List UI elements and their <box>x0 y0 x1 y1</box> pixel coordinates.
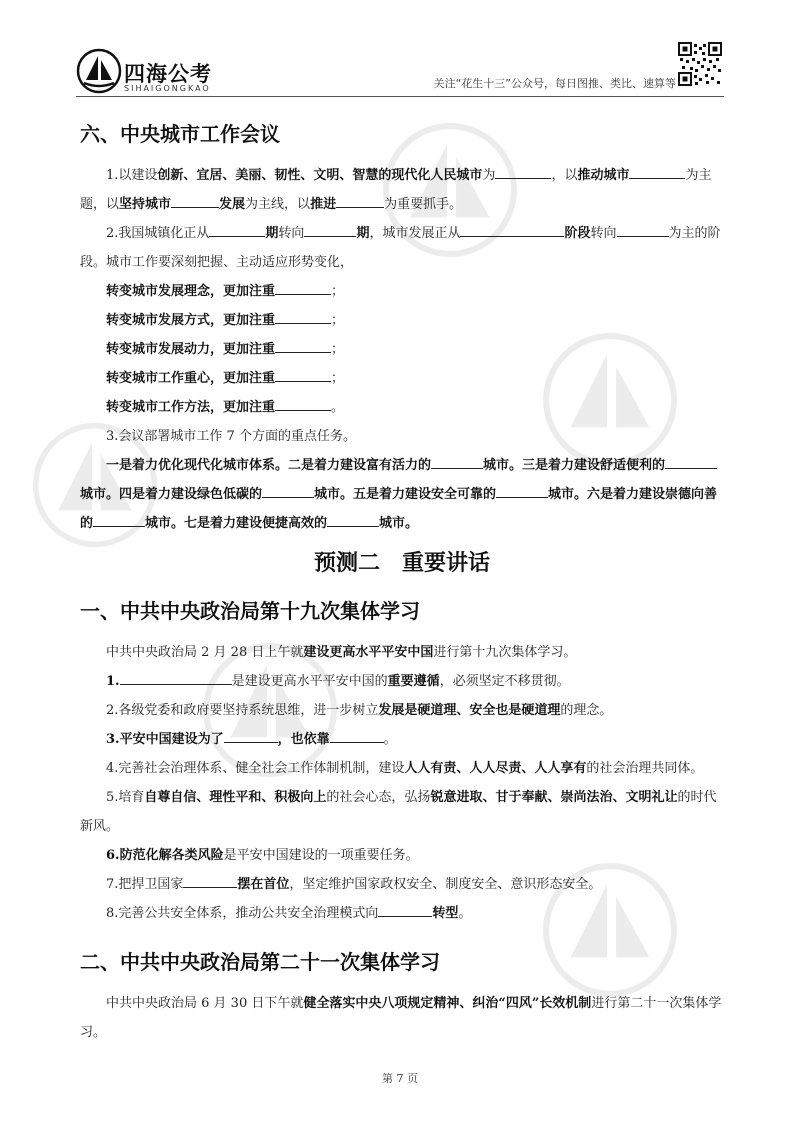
fill-blank[interactable] <box>224 726 278 743</box>
fill-blank[interactable] <box>336 191 384 208</box>
list-item: 2.各级党委和政府要坚持系统思维，进一步树立发展是硬道理、安全也是硬道理的理念。 <box>106 703 613 718</box>
fill-blank[interactable] <box>378 900 432 917</box>
fill-blank[interactable] <box>496 481 548 498</box>
header-tagline: 关注“花生十三”公众号，每日图推、类比、速算等 <box>433 77 676 90</box>
fill-blank[interactable] <box>275 307 331 324</box>
list-item: 转变城市工作重心，更加注重 ； <box>80 364 724 393</box>
brand-name: 四海公考 <box>124 62 212 86</box>
page-number: 第 7 页 <box>382 1072 418 1085</box>
fill-blank[interactable] <box>431 452 483 469</box>
fill-blank[interactable] <box>629 162 685 179</box>
fill-blank[interactable] <box>171 191 219 208</box>
sailboat-logo-icon <box>76 48 122 94</box>
fill-blank[interactable] <box>327 510 379 527</box>
section-title: 一、中共中央政治局第十九次集体学习 <box>80 599 420 623</box>
fill-blank[interactable] <box>665 452 717 469</box>
section-title: 二、中共中央政治局第二十一次集体学习 <box>80 950 440 974</box>
fill-blank[interactable] <box>275 394 331 411</box>
list-item: 8.完善公共安全体系，推动公共安全治理模式向 转型。 <box>80 899 724 928</box>
fill-blank[interactable] <box>209 220 265 237</box>
document-body <box>80 100 724 1047</box>
fill-blank[interactable] <box>93 510 145 527</box>
fill-blank[interactable] <box>275 365 331 382</box>
fill-blank[interactable] <box>330 726 384 743</box>
list-item: 转变城市发展动力，更加注重 ； <box>80 335 724 364</box>
paragraph: 1.以建设创新、宜居、美丽、韧性、文明、智慧的现代化人民城市为 ，以推动城市 为主题，以坚持城市 发展为主线，以推进 为重要抓手。 <box>80 161 724 219</box>
list-item: 转变城市发展理念，更加注重 ； <box>80 277 724 306</box>
list-item: 5.培育自尊自信、理性平和、积极向上的社会心态，弘扬锐意进取、甘于奉献、崇尚法治、文明礼让的时代新风。 <box>80 790 717 834</box>
fill-blank[interactable] <box>183 871 237 888</box>
list-item: 3.平安中国建设为了 ，也依靠 。 <box>80 725 724 754</box>
paragraph: 2.我国城镇化正从 期转向 期，城市发展正从 阶段转向 为主的阶段。城市工作要深刻把握、主动适应形势变化， <box>80 219 724 277</box>
prediction-title: 预测二 重要讲话 <box>313 551 490 576</box>
list-item: 转变城市发展方式，更加注重 ； <box>80 306 724 335</box>
paragraph: 3.会议部署城市工作 7 个方面的重点任务。 <box>106 429 356 444</box>
fill-blank[interactable] <box>495 162 551 179</box>
paragraph: 中共中央政治局 2 月 28 日上午就建设更高水平平安中国进行第十九次集体学习。 <box>106 645 577 660</box>
page-header <box>0 0 800 100</box>
section-title: 六、中央城市工作会议 <box>80 122 280 146</box>
fill-blank[interactable] <box>120 668 232 685</box>
fill-blank[interactable] <box>275 336 331 353</box>
list-item: 6.防范化解各类风险是平安中国建设的一项重要任务。 <box>106 848 419 863</box>
paragraph: 一是着力优化现代化城市体系。二是着力建设富有活力的 城市。三是着力建设舒适便利的城市。四是着力建设绿色低碳的 城市。五是着力建设安全可靠的 城市。六是着力建设崇德向善的 城市。七是着力建设便捷高效的 城市。 <box>80 451 724 538</box>
fill-blank[interactable] <box>460 220 564 237</box>
fill-blank[interactable] <box>617 220 669 237</box>
fill-blank[interactable] <box>262 481 314 498</box>
fill-blank[interactable] <box>304 220 356 237</box>
header-divider <box>76 96 724 97</box>
brand-subtitle: SIHAIGONGKAO <box>124 84 211 93</box>
paragraph: 中共中央政治局 6 月 30 日下午就健全落实中央八项规定精神、纠治“四风”长效机制进行第二十一次集体学习。 <box>80 996 722 1040</box>
list-item: 4.完善社会治理体系、健全社会工作体制机制，建设人人有责、人人尽责、人人享有的社会治理共同体。 <box>106 761 704 776</box>
fill-blank[interactable] <box>275 278 331 295</box>
list-item: 1. 是建设更高水平平安中国的重要遵循，必须坚定不移贯彻。 <box>80 667 724 696</box>
list-item: 7.把捍卫国家 摆在首位，坚定维护国家政权安全、制度安全、意识形态安全。 <box>80 870 724 899</box>
qr-code-icon <box>678 42 722 86</box>
list-item: 转变城市工作方法，更加注重 。 <box>80 393 724 422</box>
